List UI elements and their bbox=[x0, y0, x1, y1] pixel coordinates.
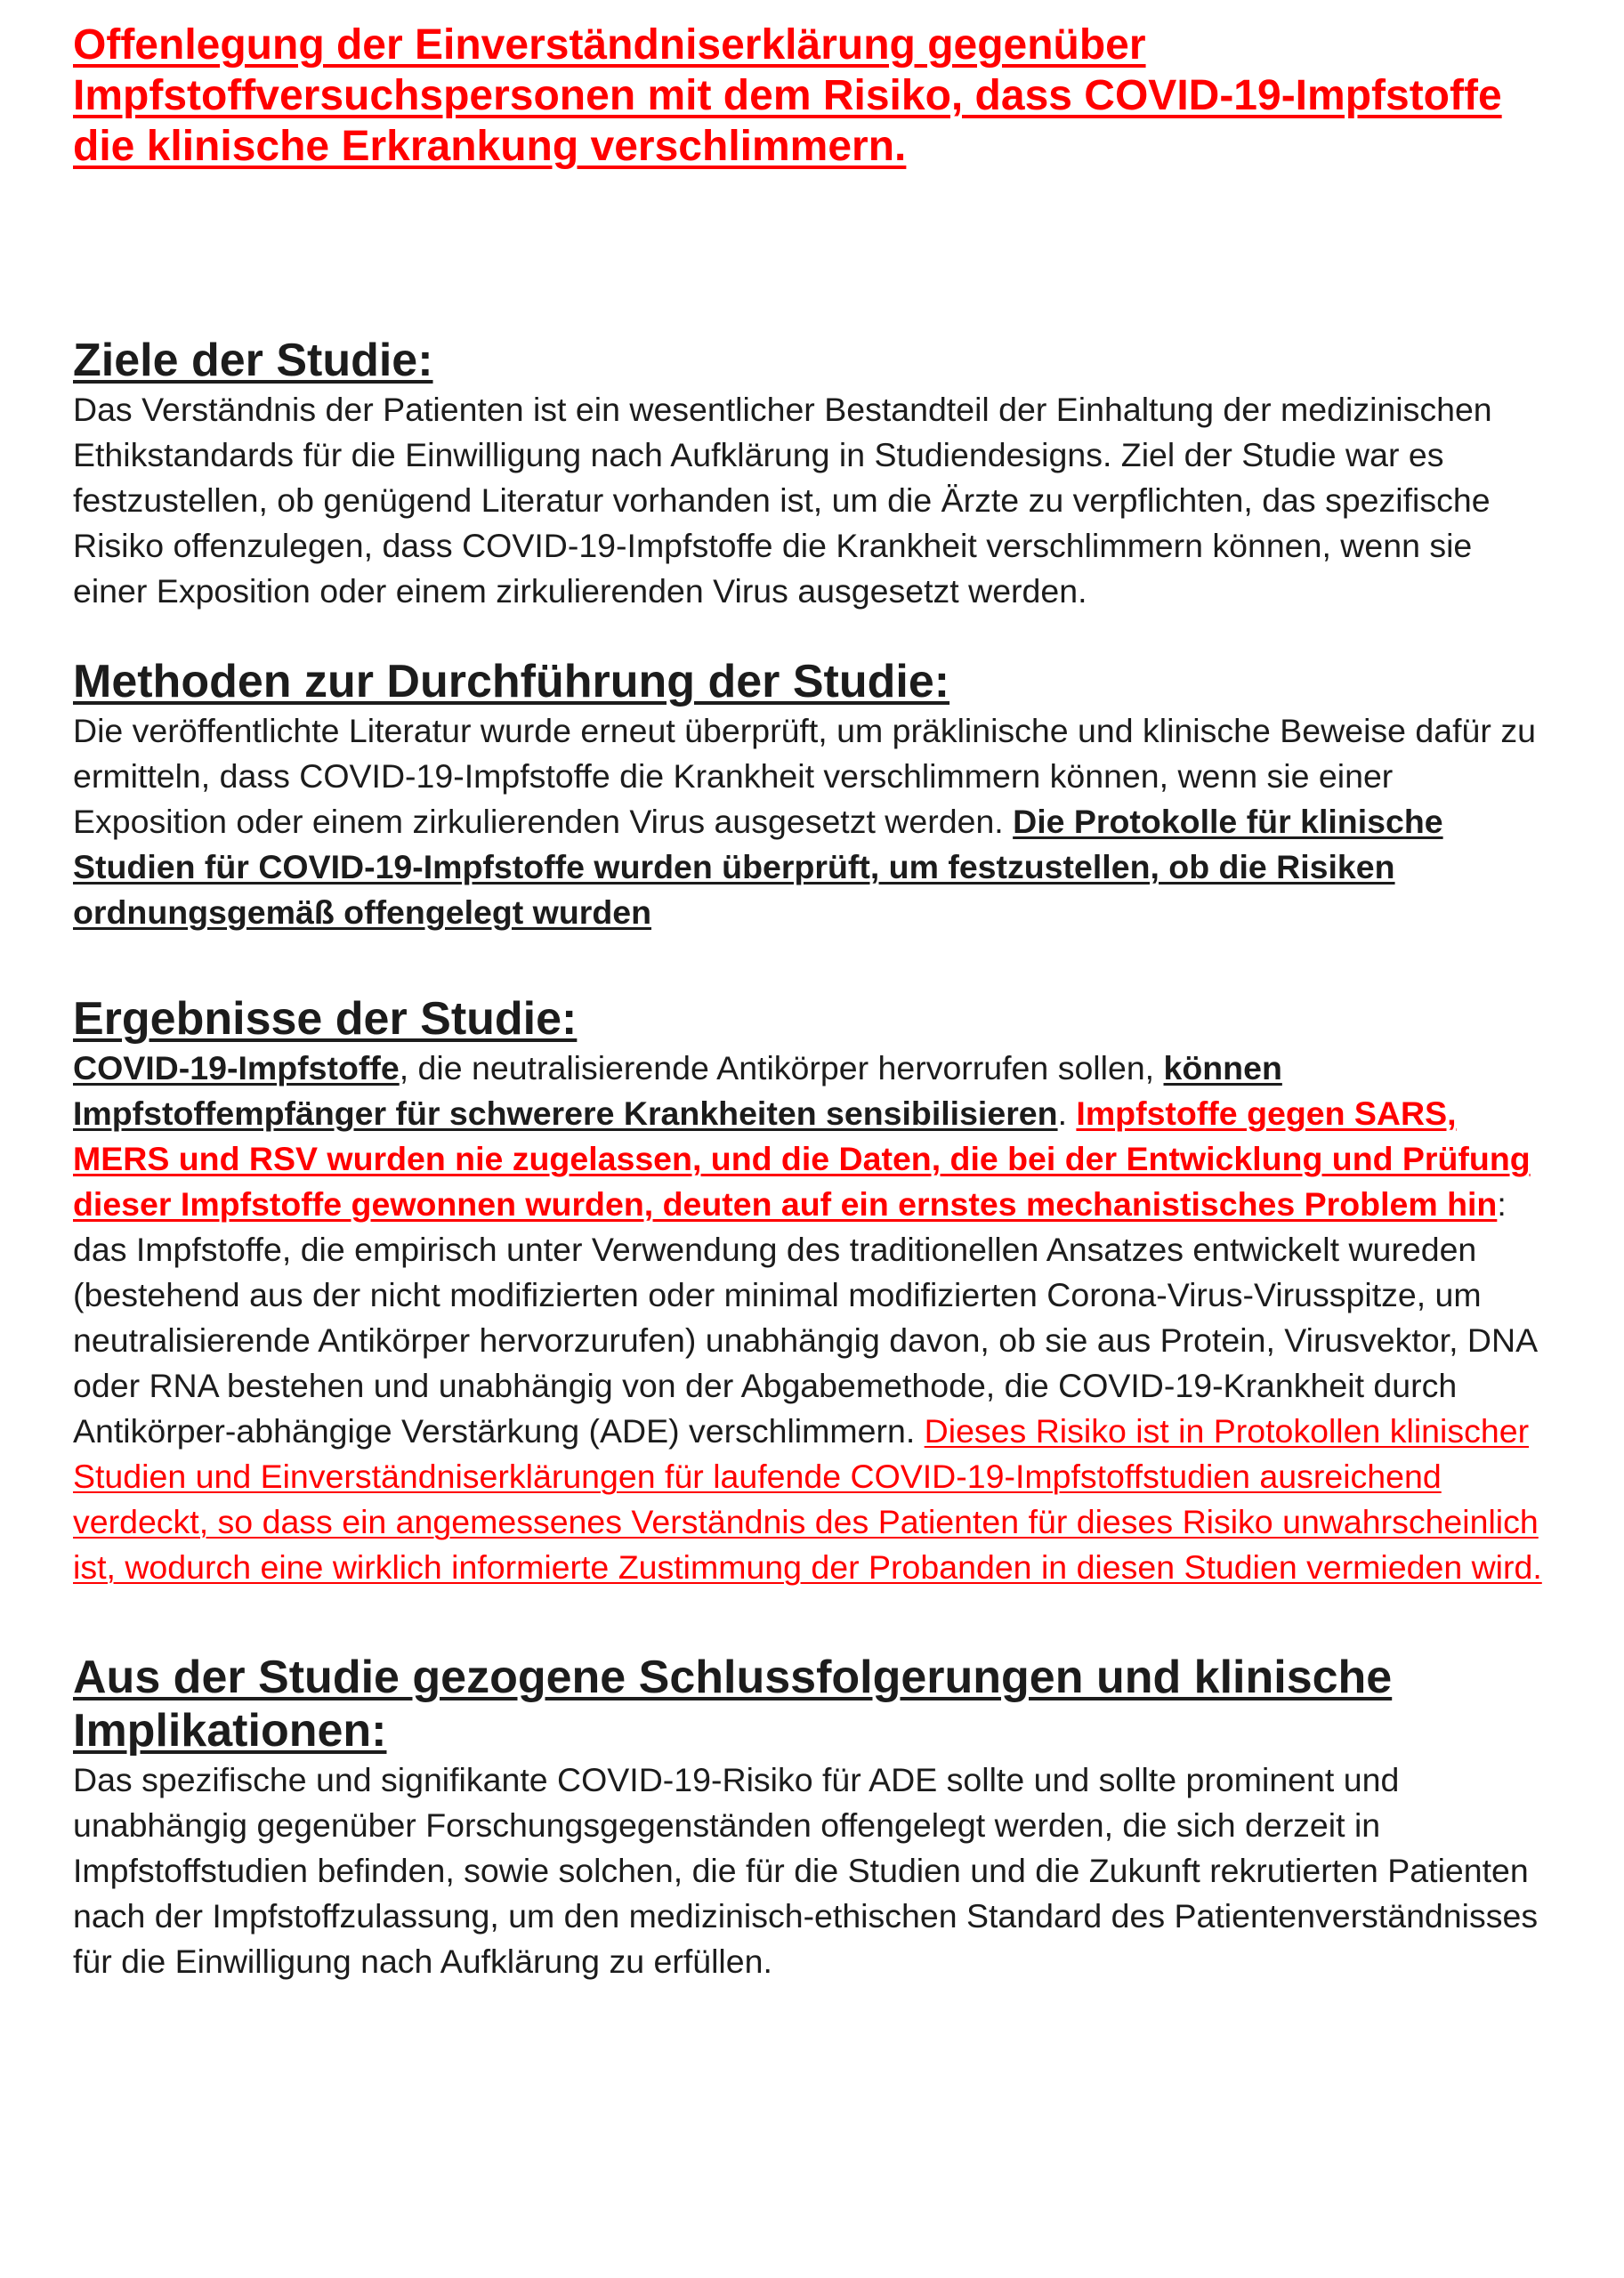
section-body-results bbox=[73, 1046, 1553, 1590]
section-heading-goals: Ziele der Studie: bbox=[73, 335, 433, 386]
results-text-1: , die neutralisierende Antikörper hervorrufen sollen, bbox=[399, 1049, 1164, 1086]
results-highlight-red: Dieses Risiko ist in Protokollen klinischer Studien und Einverständniserklärungen für laufende COVID-19-Impfstoffstudien ausreichend verdeckt, so dass ein angemessenes Verständnis des Patienten für dieses Risiko unwahrscheinlich ist, wodurch eine wirklich informierte Zustimmung der Probanden in diesen Studien vermieden wird. bbox=[73, 1412, 1542, 1586]
section-results bbox=[73, 992, 1553, 1590]
methods-text: Die veröffentlichte Literatur wurde erneut überprüft, um präklinische und klinische Beweise dafür zu ermitteln, dass COVID-19-Impfstoffe die Krankheit verschlimmern können, wenn sie einer Exposition oder einem zirkulierenden Virus ausgesetzt werden. bbox=[73, 712, 1536, 840]
methods-emphasis: Die Protokolle für klinische Studien für COVID-19-Impfstoffe wurden überprüft, um festzustellen, ob die Risiken ordnungsgemäß offengelegt wurden bbox=[73, 803, 1443, 931]
document-title: Offenlegung der Einverständniserklärung gegenüber Impfstoffversuchspersonen mit dem Risiko, dass COVID-19-Impfstoffe die klinische Erkrankung verschlimmern. bbox=[73, 21, 1502, 170]
section-goals bbox=[73, 334, 1553, 614]
section-heading-results: Ergebnisse der Studie: bbox=[73, 993, 578, 1045]
section-conclusions bbox=[73, 1651, 1553, 1984]
section-body-conclusions: Das spezifische und signifikante COVID-19-Risiko für ADE sollte und sollte prominent und unabhängig gegenüber Forschungsgegenständen offengelegt werden, die sich derzeit in Impfstoffstudien befinden, sowie solchen, die für die Studien und die Zukunft rekrutierten Patienten nach der Impfstoffzulassung, um den medizinisch-ethischen Standard des Patientenverständnisses für die Einwilligung nach Aufklärung zu erfüllen. bbox=[73, 1761, 1539, 1980]
results-emphasis-sensitize: können Impfstoffempfänger für schwerere Krankheiten sensibilisieren bbox=[73, 1049, 1282, 1132]
results-text-2: . bbox=[1057, 1095, 1077, 1132]
section-heading-conclusions: Aus der Studie gezogene Schlussfolgerungen und klinische Implikationen: bbox=[73, 1652, 1393, 1757]
section-body-goals: Das Verständnis der Patienten ist ein wesentlicher Bestandteil der Einhaltung der medizinischen Ethikstandards für die Einwilligung nach Aufklärung in Studiendesigns. Ziel der Studie war es festzustellen, ob genügend Literatur vorhanden ist, um die Ärzte zu verpflichten, das spezifische Risiko offenzulegen, dass COVID-19-Impfstoffe die Krankheit verschlimmern können, wenn sie einer Exposition oder einem zirkulierenden Virus ausgesetzt werden. bbox=[73, 391, 1492, 610]
results-text-3: : das Impfstoffe, die empirisch unter Verwendung des traditionellen Ansatzes entwickelt wureden (bestehend aus der nicht modifizierten oder minimal modifizierten Corona-Virus-Virusspitze, um neutralisierende Antikörper hervorzurufen) unabhängig davon, ob sie aus Protein, Virusvektor, DNA oder RNA bestehen und unabhängig von der Abgabemethode, die COVID-19-Krankheit durch Antikörper-abhängige Verstärkung (ADE) verschlimmern. bbox=[73, 1185, 1537, 1450]
section-body-methods bbox=[73, 708, 1553, 935]
section-heading-methods: Methoden zur Durchführung der Studie: bbox=[73, 656, 950, 707]
results-highlight-red-bold: Impfstoffe gegen SARS, MERS und RSV wurden nie zugelassen, und die Daten, die bei der Entwicklung und Prüfung dieser Impfstoffe gewonnen wurden, deuten auf ein ernstes mechanistisches Problem hin bbox=[73, 1095, 1531, 1223]
results-emphasis-vaccines: COVID-19-Impfstoffe bbox=[73, 1049, 400, 1086]
section-methods bbox=[73, 655, 1553, 935]
